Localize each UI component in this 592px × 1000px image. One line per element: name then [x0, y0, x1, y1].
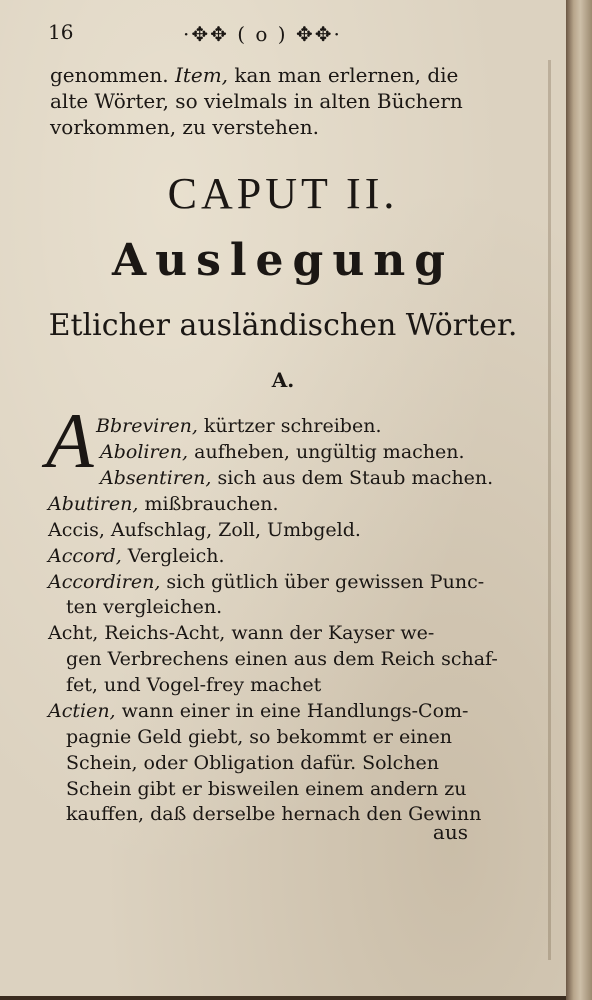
ornament-right-icon: ✥✥· [295, 22, 342, 46]
drop-cap: A [46, 397, 94, 484]
running-header [48, 20, 506, 50]
entry-row [66, 802, 481, 827]
entry-row [66, 751, 439, 776]
entry-term: Actien, [48, 700, 116, 722]
entry-term: Absentiren, [100, 467, 212, 489]
entry-definition: Schein, oder Obligation dafür. Solchen [66, 752, 440, 774]
entry-definition: fet, und Vogel-frey machet [66, 674, 322, 696]
entry-definition: aufheben, ungültig machen. [194, 441, 465, 463]
entry-row [66, 777, 467, 802]
entry-definition: Vergleich. [127, 545, 225, 567]
entry-definition: sich aus dem Staub machen. [217, 467, 494, 489]
entry-row [96, 414, 381, 439]
entry-row [66, 595, 222, 620]
entry-row [48, 544, 225, 569]
entry-term: Accis, [48, 519, 105, 541]
header-number: ( o ) [237, 22, 288, 46]
entry-definition: gen Verbrechens einen aus dem Reich schaf- [66, 648, 498, 670]
entry-term: Aboliren, [100, 441, 189, 463]
ornament-left-icon: ·✥✥ [183, 22, 229, 46]
entry-definition: Schein gibt er bisweilen einem andern zu [66, 778, 467, 800]
entry-row [66, 673, 321, 698]
chapter-subtitle: Etlicher ausländischen Wörter. [48, 308, 518, 343]
header-ornament [183, 22, 342, 46]
section-letter: A. [271, 368, 295, 392]
chapter-title: Auslegung [111, 235, 455, 286]
entry-definition: kürtzer schreiben. [203, 415, 382, 437]
intro-line-3: vorkommen, zu verstehen. [50, 115, 319, 139]
entry-term: Bbreviren, [96, 415, 198, 437]
catchword: aus [432, 820, 468, 844]
entry-term: Accord, [48, 545, 122, 567]
intro-line-1 [50, 62, 458, 88]
entry-row [48, 699, 468, 724]
intro-text: kan man erlernen, die [234, 63, 459, 87]
intro-text: genommen. [50, 63, 169, 87]
entry-row [66, 725, 452, 750]
entry-definition: Reichs-Acht, wann der Kayser we- [104, 622, 435, 644]
page-number: 16 [48, 20, 74, 44]
entry-definition: Aufschlag, Zoll, Umbgeld. [110, 519, 361, 541]
entry-term: Acht, [48, 622, 99, 644]
entry-row [48, 518, 361, 543]
entry-definition: kauffen, daß derselbe hernach den Gewinn [66, 803, 482, 825]
entry-term: Abutiren, [48, 493, 139, 515]
page-crease [548, 60, 551, 960]
entry-term: Accordiren, [48, 571, 161, 593]
chapter-heading: CAPUT II. [167, 169, 399, 218]
entry-row [48, 621, 434, 646]
entry-definition: sich gütlich über gewissen Punc- [166, 571, 485, 593]
intro-line-2: alte Wörter, so vielmals in alten Büchern [50, 89, 463, 113]
entry-row [100, 466, 493, 491]
entry-definition: mißbrauchen. [144, 493, 279, 515]
entry-definition: wann einer in eine Handlungs-Com- [121, 700, 469, 722]
entry-row [48, 492, 278, 517]
entry-definition: pagnie Geld giebt, so bekommt er einen [66, 726, 453, 748]
intro-item: Item, [174, 63, 229, 87]
entry-row [66, 647, 498, 672]
entry-row [100, 440, 465, 465]
entry-definition: ten vergleichen. [66, 596, 223, 618]
page-edge [566, 0, 592, 1000]
entry-row [48, 570, 484, 595]
